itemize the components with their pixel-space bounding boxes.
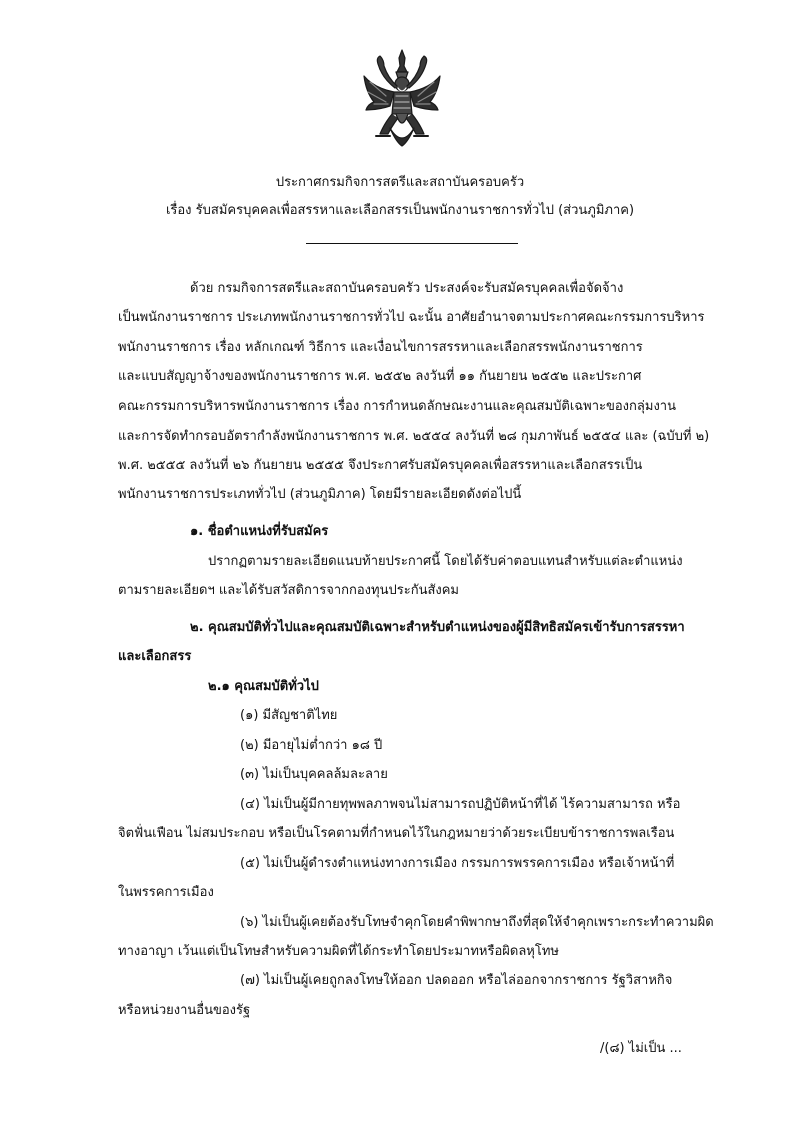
section-1-heading: ๑. ชื่อตำแหน่งที่รับสมัคร <box>190 524 329 539</box>
intro-line: และแบบสัญญาจ้างของพนักงานราชการ พ.ศ. ๒๕๕๒ ลงวันที่ ๑๑ กันยายน ๒๕๕๒ และประกาศ <box>118 369 642 384</box>
qualification-item: (๕) ไม่เป็นผู้ดำรงตำแหน่งทางการเมือง กรรมการพรรคการเมือง หรือเจ้าหน้าที่ <box>240 856 675 871</box>
section-1-line: ตามรายละเอียดฯ และได้รับสวัสดิการจากกองทุนประกันสังคม <box>118 583 460 598</box>
qualification-item: (๑) มีสัญชาติไทย <box>240 708 338 723</box>
qualification-item: (๖) ไม่เป็นผู้เคยต้องรับโทษจำคุกโดยคำพิพากษาถึงที่สุดให้จำคุกเพราะกระทำความผิด <box>240 915 714 930</box>
qualification-item-cont: ในพรรคการเมือง <box>118 885 214 900</box>
intro-line: พ.ศ. ๒๕๕๕ ลงวันที่ ๒๖ กันยายน ๒๕๕๕ จึงประกาศรับสมัครบุคคลเพื่อสรรหาและเลือกสรรเป็น <box>118 458 643 473</box>
qualification-item: (๓) ไม่เป็นบุคคลล้มละลาย <box>240 767 388 782</box>
section-2-1-heading: ๒.๑ คุณสมบัติทั่วไป <box>208 679 319 694</box>
qualification-item-cont: ทางอาญา เว้นแต่เป็นโทษสำหรับความผิดที่ได้กระทำโดยประมาทหรือผิดลหุโทษ <box>118 944 559 959</box>
continuation-marker: /(๘) ไม่เป็น ... <box>600 1041 682 1056</box>
section-2-heading: ๒. คุณสมบัติทั่วไปและคุณสมบัติเฉพาะสำหรับตำแหน่งของผู้มีสิทธิสมัครเข้ารับการสรรหา <box>190 620 685 635</box>
intro-line: คณะกรรมการบริหารพนักงานราชการ เรื่อง การกำหนดลักษณะงานและคุณสมบัติเฉพาะของกลุ่มงาน <box>118 399 676 414</box>
qualification-item-cont: หรือหน่วยงานอื่นของรัฐ <box>118 1003 251 1018</box>
intro-line: และการจัดทำกรอบอัตรากำลังพนักงานราชการ พ.ศ. ๒๕๕๔ ลงวันที่ ๒๘ กุมภาพันธ์ ๒๕๕๔ และ (ฉบับที่ ๒) <box>118 429 710 444</box>
garuda-emblem-icon <box>360 48 444 154</box>
announcement-subject: เรื่อง รับสมัครบุคคลเพื่อสรรหาและเลือกสรรเป็นพนักงานราชการทั่วไป (ส่วนภูมิภาค) <box>165 203 635 218</box>
qualification-item-cont: จิตฟั่นเฟือน ไม่สมประกอบ หรือเป็นโรคตามที่กำหนดไว้ในกฎหมายว่าด้วยระเบียบข้าราชการพลเรือน <box>118 826 675 841</box>
announcement-title: ประกาศกรมกิจการสตรีและสถาบันครอบครัว <box>275 175 525 190</box>
section-1-line: ปรากฏตามรายละเอียดแนบท้ายประกาศนี้ โดยได้รับค่าตอบแทนสำหรับแต่ละตำแหน่ง <box>208 554 683 569</box>
intro-line: พนักงานราชการประเภททั่วไป (ส่วนภูมิภาค) โดยมีรายละเอียดดังต่อไปนี้ <box>118 487 522 502</box>
intro-line: ด้วย กรมกิจการสตรีและสถาบันครอบครัว ประสงค์จะรับสมัครบุคคลเพื่อจัดจ้าง <box>190 281 624 296</box>
intro-line: พนักงานราชการ เรื่อง หลักเกณฑ์ วิธีการ และเงื่อนไขการสรรหาและเลือกสรรพนักงานราชการ <box>118 340 643 355</box>
qualification-item: (๗) ไม่เป็นผู้เคยถูกลงโทษให้ออก ปลดออก หรือไล่ออกจากราชการ รัฐวิสาหกิจ <box>240 973 673 988</box>
qualification-item: (๒) มีอายุไม่ต่ำกว่า ๑๘ ปี <box>240 738 383 753</box>
qualification-item: (๔) ไม่เป็นผู้มีกายทุพพลภาพจนไม่สามารถปฏิบัติหน้าที่ได้ ไร้ความสามารถ หรือ <box>240 797 681 812</box>
intro-line: เป็นพนักงานราชการ ประเภทพนักงานราชการทั่วไป ฉะนั้น อาศัยอำนาจตามประกาศคณะกรรมการบริหาร <box>118 310 705 325</box>
title-divider <box>306 243 518 244</box>
section-2-heading: และเลือกสรร <box>118 649 192 664</box>
